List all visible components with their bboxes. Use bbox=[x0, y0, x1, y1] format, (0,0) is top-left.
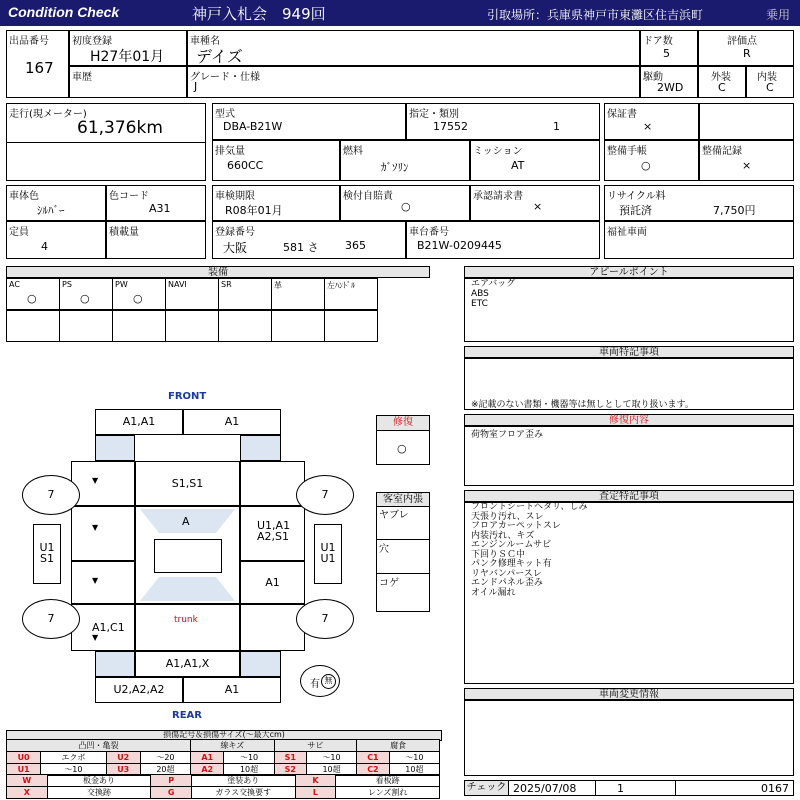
spare-mark: 無 bbox=[321, 674, 336, 689]
mission-box bbox=[470, 140, 600, 181]
fuel-box bbox=[340, 140, 470, 181]
plate-label: 登録番号 bbox=[215, 227, 255, 238]
roof-value: A bbox=[182, 515, 190, 528]
record-value: × bbox=[742, 159, 752, 172]
model-box bbox=[187, 30, 640, 66]
appeal-title: アピールポイント bbox=[464, 266, 794, 278]
inspection-box bbox=[212, 185, 340, 221]
load-box bbox=[106, 221, 206, 259]
inspection-value: R08年01月 bbox=[225, 204, 283, 217]
appeal-line: エアバッグ bbox=[471, 279, 516, 289]
legend-code: L bbox=[295, 787, 336, 799]
legend-code: X bbox=[7, 787, 48, 799]
appeal-line: ABS bbox=[471, 289, 489, 299]
left-rear-quarter[interactable]: A1,C1 ▼ bbox=[71, 604, 135, 651]
disp-label: 排気量 bbox=[215, 146, 245, 157]
pickup-location: 引取場所：兵庫県神戸市東灘区住吉浜町 bbox=[487, 8, 704, 22]
plate-box bbox=[212, 221, 406, 259]
legend-desc: 〜20 bbox=[140, 752, 190, 764]
legend-code: S2 bbox=[274, 764, 306, 776]
warranty-label: 保証書 bbox=[607, 109, 637, 120]
equipment-item bbox=[59, 278, 113, 310]
left-rear-value: A1,C1 bbox=[92, 621, 125, 634]
disp-box bbox=[212, 140, 340, 181]
recycle-box bbox=[604, 185, 794, 221]
inspect-lines bbox=[471, 503, 588, 598]
equipment-value: ○ bbox=[27, 292, 37, 305]
legend-h3: サビ bbox=[274, 740, 356, 752]
change-box bbox=[464, 700, 794, 776]
header-bar bbox=[0, 0, 800, 26]
front-right-fender[interactable] bbox=[240, 435, 281, 461]
repair-mark-value: ○ bbox=[397, 442, 407, 455]
plate-area: 大阪 bbox=[223, 241, 248, 255]
drive-box bbox=[640, 66, 698, 98]
equipment-label: 左ﾊﾝﾄﾞﾙ bbox=[327, 281, 355, 290]
legend-desc: エクボ bbox=[41, 752, 106, 764]
record-label: 整備記録 bbox=[702, 146, 742, 157]
legend-code: U1 bbox=[7, 764, 41, 776]
roof-panel[interactable] bbox=[135, 506, 240, 604]
first-reg-label: 初度登録 bbox=[72, 36, 112, 47]
recycle-label: リサイクル料 bbox=[607, 191, 666, 202]
equipment-item bbox=[112, 278, 166, 310]
equipment-blank bbox=[218, 310, 272, 342]
color-value: ｼﾙﾊﾞｰ bbox=[37, 204, 65, 217]
warranty-value: × bbox=[643, 120, 653, 133]
equipment-item bbox=[271, 278, 325, 310]
inspection-label: 車検期限 bbox=[215, 191, 255, 202]
equipment-item bbox=[165, 278, 219, 310]
equipment-item bbox=[324, 278, 378, 310]
left-side-panel[interactable]: U1 S1 bbox=[33, 524, 61, 584]
check-label: チェック bbox=[465, 781, 509, 795]
score-label: 評価点 bbox=[727, 36, 757, 47]
legend-desc: 〜10 bbox=[41, 764, 106, 776]
history-box bbox=[69, 66, 187, 98]
history-label: 車歴 bbox=[72, 72, 92, 83]
legend-desc: レンズ割れ bbox=[336, 787, 440, 799]
type-box bbox=[212, 103, 406, 140]
plate-no: 365 bbox=[345, 239, 366, 252]
legend-h1: 凸凹・亀裂 bbox=[7, 740, 191, 752]
check-num: 1 bbox=[617, 782, 624, 795]
claim-label: 承認請求書 bbox=[473, 191, 523, 202]
doors-label: ドア数 bbox=[643, 36, 673, 47]
legend-code: W bbox=[7, 775, 48, 787]
int-label: 内装 bbox=[757, 72, 777, 83]
designation-label: 指定・類別 bbox=[409, 109, 459, 120]
mission-label: ミッション bbox=[473, 146, 523, 157]
drive-value: 2WD bbox=[657, 81, 684, 94]
cabin-box bbox=[376, 492, 430, 612]
front-left-door-area[interactable]: ▼ bbox=[71, 461, 135, 506]
rear-right-fender[interactable] bbox=[240, 651, 281, 677]
type-label: 型式 bbox=[215, 109, 235, 120]
legend-desc: 塗装あり bbox=[191, 775, 295, 787]
repair-mark-box bbox=[376, 415, 430, 465]
rear-bumper-top[interactable]: A1,A1,X bbox=[135, 651, 240, 677]
chassis-label: 車台番号 bbox=[409, 227, 449, 238]
lot-number: 167 bbox=[25, 59, 54, 77]
plate-num: 581 さ bbox=[283, 241, 319, 254]
legend-desc: 〜10 bbox=[306, 752, 356, 764]
legend-code: S1 bbox=[274, 752, 306, 764]
header-title: Condition Check bbox=[8, 4, 120, 20]
legend-code: U0 bbox=[7, 752, 41, 764]
inspect-line: フロアカーペットスレ bbox=[471, 521, 561, 531]
spare-label: 有 bbox=[310, 679, 320, 690]
inspect-line: 内装汚れ、キズ bbox=[471, 530, 535, 541]
equipment-item bbox=[218, 278, 272, 310]
right-side-panel[interactable]: U1 U1 bbox=[314, 524, 342, 584]
ext-label: 外装 bbox=[711, 72, 731, 83]
rear-left-fender[interactable] bbox=[95, 651, 135, 677]
legend-code: U3 bbox=[106, 764, 140, 776]
color-box bbox=[6, 185, 106, 221]
manual-box bbox=[604, 140, 699, 181]
tire-rear-left[interactable]: 7 bbox=[22, 599, 80, 639]
left-rear-door[interactable]: ▼ bbox=[71, 561, 135, 604]
legend-desc: 板金あり bbox=[47, 775, 151, 787]
load-label: 積載量 bbox=[109, 227, 139, 238]
cabin-koge: コゲ bbox=[379, 578, 399, 589]
designation-value: 17552 bbox=[433, 120, 468, 133]
special-box bbox=[464, 358, 794, 410]
ext-box bbox=[698, 66, 746, 98]
color-code-box bbox=[106, 185, 206, 221]
mileage-value: 61,376km bbox=[77, 118, 163, 138]
front-bumper-left[interactable]: A1,A1 bbox=[95, 409, 183, 435]
legend-code: C2 bbox=[357, 764, 390, 776]
ext-value: C bbox=[718, 81, 726, 94]
check-footer bbox=[464, 780, 794, 796]
trunk-label: trunk bbox=[174, 615, 198, 625]
legend-desc: ガラス交換要す bbox=[191, 787, 295, 799]
type-value: DBA-B21W bbox=[223, 120, 283, 133]
grade-value: J bbox=[194, 80, 198, 93]
doors-value: 5 bbox=[663, 47, 670, 60]
model-value: デイズ bbox=[196, 47, 243, 66]
legend-code: K bbox=[295, 775, 336, 787]
legend-code: A1 bbox=[191, 752, 224, 764]
claim-value: × bbox=[533, 200, 543, 213]
record-box bbox=[699, 140, 794, 181]
welfare-label: 福祉車両 bbox=[607, 227, 647, 238]
doors-box bbox=[640, 30, 698, 66]
hood[interactable]: S1,S1 bbox=[135, 461, 240, 506]
legend-code: C1 bbox=[357, 752, 390, 764]
equipment-label: SR bbox=[221, 280, 232, 289]
trunk-area[interactable] bbox=[135, 604, 240, 651]
drive-label: 駆動 bbox=[643, 72, 663, 83]
tire-rear-right[interactable]: 7 bbox=[296, 599, 354, 639]
appeal-box bbox=[464, 278, 794, 342]
front-label: FRONT bbox=[168, 391, 207, 402]
legend-desc: 10超 bbox=[306, 764, 356, 776]
inspect-line: パンク修理キット有 bbox=[471, 559, 552, 569]
equipment-item bbox=[6, 278, 60, 310]
equipment-value: ○ bbox=[133, 292, 143, 305]
mileage-label: 走行(現メーター) bbox=[9, 109, 87, 120]
legend-title: 損傷記号＆損傷サイズ(〜最大cm) bbox=[6, 730, 442, 741]
appeal-lines bbox=[471, 279, 515, 309]
legend-desc: 20超 bbox=[140, 764, 190, 776]
legend-desc: 交換跡 bbox=[47, 787, 151, 799]
inspect-box bbox=[464, 502, 794, 684]
grade-box bbox=[187, 66, 640, 98]
legend-desc: 10超 bbox=[224, 764, 274, 776]
equipment-label: PW bbox=[115, 280, 128, 289]
insurance-value: ○ bbox=[401, 200, 411, 213]
int-box bbox=[746, 66, 794, 98]
welfare-box bbox=[604, 221, 794, 259]
recycle-status: 預託済 bbox=[619, 204, 652, 217]
model-label: 車種名 bbox=[190, 36, 220, 47]
legend-desc: 〜10 bbox=[224, 752, 274, 764]
right-rear-door[interactable]: A1 bbox=[240, 561, 305, 604]
legend-code: P bbox=[151, 775, 192, 787]
damage-legend bbox=[6, 730, 440, 796]
inspect-line: エンジンルームサビ bbox=[471, 540, 552, 550]
front-left-fender[interactable] bbox=[95, 435, 135, 461]
blank-box-1 bbox=[699, 103, 794, 140]
inspect-line: 天張り汚れ、スレ bbox=[471, 511, 544, 522]
equipment-blank bbox=[324, 310, 378, 342]
tire-front-right[interactable]: 7 bbox=[296, 475, 354, 515]
front-bumper-right[interactable]: A1 bbox=[183, 409, 281, 435]
vehicle-category: 乗用 bbox=[766, 8, 791, 22]
legend-desc: 〜10 bbox=[389, 752, 439, 764]
equipment-blank bbox=[271, 310, 325, 342]
chassis-value: B21W-0209445 bbox=[417, 239, 502, 252]
grade-label: グレード・仕様 bbox=[190, 72, 260, 83]
equipment-blank bbox=[6, 310, 60, 342]
claim-box bbox=[470, 185, 600, 221]
equipment-label: AC bbox=[9, 280, 20, 289]
recycle-fee: 7,750円 bbox=[713, 204, 756, 217]
legend-code: A2 bbox=[191, 764, 224, 776]
chassis-box bbox=[406, 221, 600, 259]
front-right-door-area[interactable] bbox=[240, 461, 305, 506]
legend-desc: 10超 bbox=[389, 764, 439, 776]
legend-code: U2 bbox=[106, 752, 140, 764]
cabin-label: 客室内張 bbox=[377, 493, 429, 507]
insurance-box bbox=[340, 185, 470, 221]
inspect-line: エンドパネル歪み bbox=[471, 578, 543, 588]
legend-desc: 看板跡 bbox=[336, 775, 440, 787]
auction-name: 神戸入札会 949回 bbox=[192, 5, 326, 23]
car-diagram bbox=[0, 385, 460, 720]
disp-value: 660CC bbox=[227, 159, 264, 172]
inspect-line: オイル漏れ bbox=[471, 587, 516, 598]
appeal-line: ETC bbox=[471, 299, 488, 309]
mileage-box bbox=[6, 103, 206, 181]
color-code-label: 色コード bbox=[109, 191, 149, 202]
warranty-box bbox=[604, 103, 699, 140]
score-value: R bbox=[743, 47, 751, 60]
designation-box bbox=[406, 103, 600, 140]
fuel-label: 燃料 bbox=[343, 146, 363, 157]
legend-table-2 bbox=[6, 774, 440, 799]
color-code-value: A31 bbox=[149, 202, 171, 215]
equipment-title: 装備 bbox=[6, 266, 430, 278]
rear-bumper-left[interactable]: U2,A2,A2 bbox=[95, 677, 183, 703]
score-box bbox=[698, 30, 794, 66]
repair-mark-label: 修復 bbox=[377, 416, 429, 431]
repair-title: 修復内容 bbox=[464, 414, 794, 426]
special-title: 車両特記事項 bbox=[464, 346, 794, 358]
equipment-value: ○ bbox=[80, 292, 90, 305]
special-note: ※記載のない書類・機器等は無しとして取り扱います。 bbox=[471, 400, 694, 410]
lot-box bbox=[6, 30, 69, 98]
capacity-label: 定員 bbox=[9, 227, 29, 238]
check-date: 2025/07/08 bbox=[513, 782, 577, 795]
fuel-value: ｶﾞｿﾘﾝ bbox=[381, 161, 409, 174]
change-title: 車両変更情報 bbox=[464, 688, 794, 700]
manual-value: ○ bbox=[641, 159, 651, 172]
equipment-blank bbox=[165, 310, 219, 342]
equipment-label: NAVI bbox=[168, 280, 187, 289]
legend-h4: 腐食 bbox=[357, 740, 440, 752]
lot-label: 出品番号 bbox=[9, 36, 49, 47]
spare-tire[interactable] bbox=[300, 665, 340, 697]
right-front-door[interactable]: U1,A1 A2,S1 bbox=[240, 506, 305, 561]
cabin-ana: 穴 bbox=[377, 540, 429, 574]
insurance-label: 検付自賠責 bbox=[343, 191, 393, 202]
legend-h2: 線キズ bbox=[191, 740, 275, 752]
legend-code: G bbox=[151, 787, 192, 799]
repair-box bbox=[464, 426, 794, 486]
equipment-label: 革 bbox=[274, 281, 282, 290]
color-label: 車体色 bbox=[9, 191, 39, 202]
cabin-yabure: ヤブレ bbox=[377, 506, 429, 540]
mission-value: AT bbox=[511, 159, 525, 172]
rear-bumper-right[interactable]: A1 bbox=[183, 677, 281, 703]
check-id: 0167 bbox=[761, 782, 789, 795]
equipment-blank bbox=[112, 310, 166, 342]
int-value: C bbox=[766, 81, 774, 94]
inspect-line: フロントシートヘタリ、しみ bbox=[471, 502, 588, 512]
equipment-blank bbox=[59, 310, 113, 342]
capacity-value: 4 bbox=[41, 240, 48, 253]
repair-text: 荷物室フロア歪み bbox=[471, 430, 544, 440]
right-rear-quarter[interactable] bbox=[240, 604, 305, 651]
classification-value: 1 bbox=[553, 120, 560, 133]
legend-table bbox=[6, 739, 440, 776]
left-front-door[interactable]: ▼ bbox=[71, 506, 135, 561]
manual-label: 整備手帳 bbox=[607, 146, 647, 157]
inspect-title: 査定特記事項 bbox=[464, 490, 794, 502]
inspect-line: リヤバンパースレ bbox=[471, 568, 542, 579]
first-reg-value: H27年01月 bbox=[90, 49, 165, 65]
equipment-label: PS bbox=[62, 280, 72, 289]
inspect-line: 下回りＳＣ中 bbox=[471, 549, 526, 560]
rear-label: REAR bbox=[172, 710, 202, 721]
capacity-box bbox=[6, 221, 106, 259]
first-reg-box bbox=[69, 30, 187, 66]
tire-front-left[interactable]: 7 bbox=[22, 475, 80, 515]
